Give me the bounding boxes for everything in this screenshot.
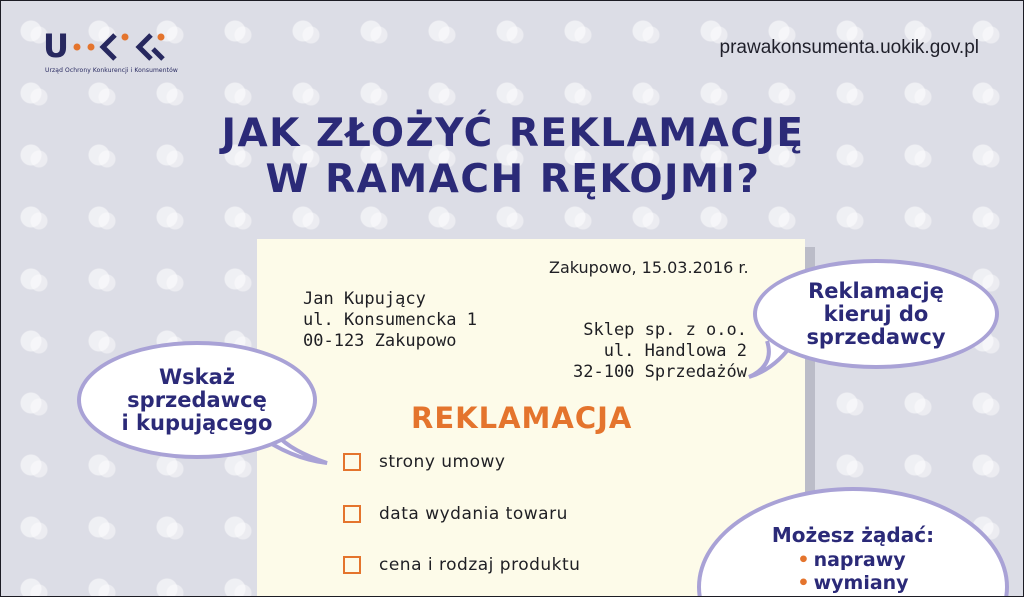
bubble-text: Wskaż <box>158 364 236 389</box>
bubble-text: sprzedawcę <box>127 387 267 412</box>
bullet-icon: • <box>797 549 810 571</box>
checkbox-icon <box>343 505 361 523</box>
bubble-text: i kupującego <box>121 410 273 435</box>
site-url: prawakonsumenta.uokik.gov.pl <box>719 37 979 58</box>
demands-list <box>797 549 908 595</box>
seller-name: Sklep sp. z o.o. <box>583 320 747 340</box>
bubble-text: sprzedawcy <box>806 324 946 349</box>
checklist-item <box>343 552 580 578</box>
demand-label: naprawy <box>813 549 906 571</box>
svg-text:U: U <box>43 29 69 65</box>
checklist-item <box>343 501 568 527</box>
letter-heading: REKLAMACJA <box>411 401 633 435</box>
uokik-logo <box>43 29 183 79</box>
checklist-label: cena i rodzaj produktu <box>379 555 581 575</box>
page-title-line-1: JAK ZŁOŻYĆ REKLAMACJĘ <box>221 111 805 156</box>
buyer-name: Jan Kupujący <box>303 289 426 309</box>
seller-city: 32-100 Sprzedażów <box>573 362 747 382</box>
bubble-text: Reklamację <box>808 278 944 303</box>
bubble-text: kieruj do <box>823 301 929 326</box>
buyer-city: 00-123 Zakupowo <box>303 331 457 351</box>
buyer-address <box>303 289 477 352</box>
list-item <box>797 549 908 572</box>
seller-street: ul. Handlowa 2 <box>603 341 747 361</box>
checklist-label: strony umowy <box>379 452 506 472</box>
bullet-icon: • <box>797 572 810 594</box>
page-title-line-2: W RAMACH RĘKOJMI? <box>265 157 761 202</box>
logo-subtitle: Urząd Ochrony Konkurencji i Konsumentów <box>45 67 178 74</box>
uokik-logo-icon <box>43 29 175 65</box>
seller-address <box>535 320 747 383</box>
checkbox-icon <box>343 453 361 471</box>
speech-bubble-parties <box>77 341 317 459</box>
checkbox-icon <box>343 556 361 574</box>
bubble-title: Możesz żądać: <box>771 523 935 547</box>
checklist-label: data wydania towaru <box>379 504 568 524</box>
speech-bubble-seller <box>753 259 999 369</box>
letter-date: Zakupowo, 15.03.2016 r. <box>549 258 749 277</box>
list-item <box>797 572 908 595</box>
buyer-street: ul. Konsumencka 1 <box>303 310 477 330</box>
demand-label: wymiany <box>813 572 909 594</box>
checklist-item <box>343 449 505 475</box>
